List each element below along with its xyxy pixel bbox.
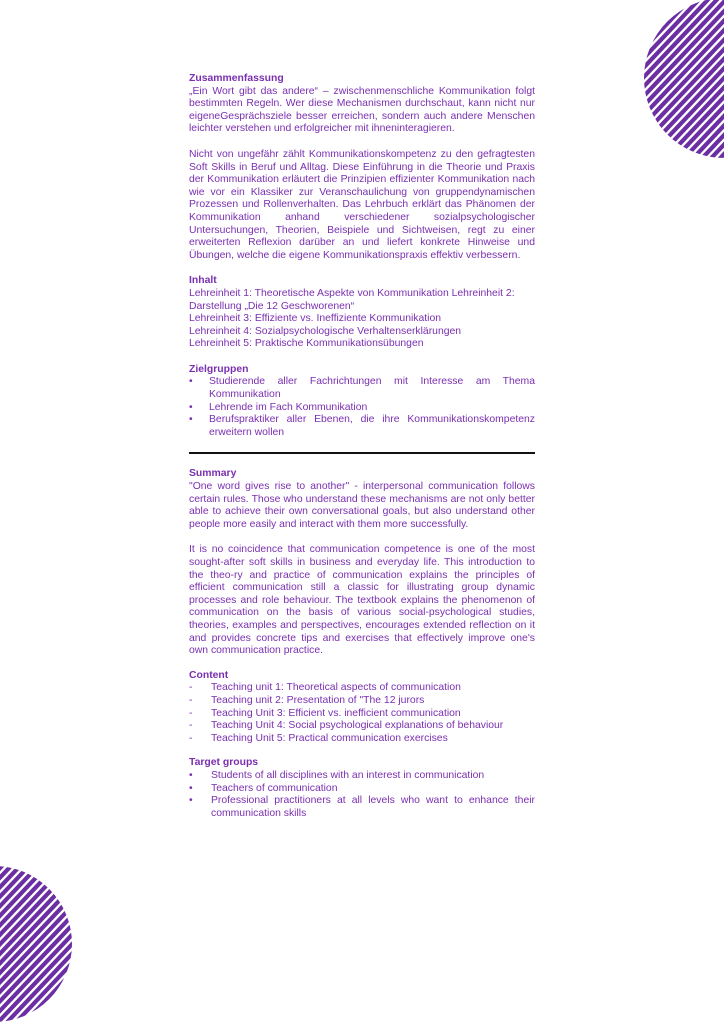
english-summary-paragraph-2: It is no coincidence that communication competence is one of the most sought-after soft skills in business and everyday life. This introduction to the theo-ry and practice of communication explains the principles of efficient communication still a classic for illustrating group dynamic processes and role behaviour. The textbook explains the phenomenon of communication on the basis of various social-psychological studies, theories, examples and perspectives, encourages extended reflection on it and provides concrete tips and exercises that effectively improve one's own communication practice. [189,544,535,657]
list-item [189,695,535,708]
english-content-heading: Content [189,669,229,681]
dash-icon: - [189,694,193,706]
german-summary-paragraph-1: „Ein Wort gibt das andere“ – zwischenmenschliche Kommunikation folgt bestimmten Regeln. Wer diese Mechanismen durchschaut, kann nicht nur eigeneGesprächsziele besser erreichen, sondern auch andere Menschen leichter verstehen und erfolgreicher mit ihneninteragieren. [189,85,535,135]
english-content-list [189,682,535,745]
english-content-section [189,670,535,746]
german-content-line: Lehreinheit 3: Effiziente vs. Ineffiziente Kommunikation [189,313,442,325]
german-content-section [189,275,535,351]
bullet-icon: • [189,401,193,413]
bullet-icon: • [189,782,193,794]
section-divider [189,452,535,454]
list-item-text: Teaching unit 1: Theoretical aspects of communication [211,682,461,694]
list-item-text: Teaching Unit 3: Efficient vs. inefficient communication [211,707,461,719]
list-item [189,402,535,415]
list-item [189,770,535,783]
striped-circle-top-right-icon [644,0,724,160]
dash-icon: - [189,707,193,719]
german-targets-section [189,364,535,440]
list-item [189,376,535,401]
german-targets-heading: Zielgruppen [189,363,249,375]
list-item-text: Teaching Unit 4: Social psychological explanations of behaviour [211,720,504,732]
list-item-text: Lehrende im Fach Kommunikation [209,401,368,413]
german-content-heading: Inhalt [189,275,217,287]
dash-icon: - [189,732,193,744]
dash-icon: - [189,720,193,732]
list-item-text: Teachers of communication [211,782,338,794]
english-targets-list [189,770,535,820]
dash-icon: - [189,682,193,694]
list-item-text: Berufspraktiker aller Ebenen, die ihre Kommunikationskompetenz erweitern wollen [209,414,535,438]
list-item-text: Professional practitioners at all levels who want to enhance their communication skills [211,795,535,819]
document-body [189,73,535,820]
list-item [189,708,535,721]
english-targets-heading: Target groups [189,757,259,769]
list-item [189,783,535,796]
bullet-icon: • [189,769,193,781]
german-content-line: Lehreinheit 5: Praktische Kommunikationsübungen [189,338,424,350]
english-summary-heading: Summary [189,468,237,480]
list-item [189,414,535,439]
list-item-text: Studierende aller Fachrichtungen mit Interesse am Thema Kommunikation [209,376,535,401]
list-item-text: Teaching unit 2: Presentation of "The 12 jurors [211,694,425,706]
list-item [189,795,535,820]
list-item-text: Students of all disciplines with an interest in communication [211,769,485,781]
german-summary-paragraph-2: Nicht von ungefähr zählt Kommunikationskompetenz zu den gefragtesten Soft Skills in Beruf und Alltag. Diese Einführung in die Theorie und Praxis der Kommunikation erläutert die Prinzipien effizienter Kommunikation nach wie vor ein Klassiker zur Veranschaulichung von gruppendynamischen Prozessen und Rollenverhalten. Das Lehrbuch erklärt das Phänomen der Kommunikation anhand verschiedener sozialpsychologischer Untersuchungen, Theorien, Beispiele und Sichtweisen, regt zu einer erweiterten Reflexion darüber an und liefert konkrete Hinweise und Übungen, welche die eigene Kommunikationspraxis effektiv verbessern. [189,148,535,261]
striped-circle-bottom-left-icon [0,858,72,1024]
list-item-text: Teaching Unit 5: Practical communication exercises [211,732,448,744]
list-item [189,720,535,733]
german-content-line: Lehreinheit 4: Sozialpsychologische Verhaltenserklärungen [189,325,462,337]
english-summary-section [189,468,535,657]
german-targets-list [189,376,535,439]
english-targets-section [189,757,535,820]
bullet-icon: • [189,414,193,426]
german-content-line: Lehreinheit 1: Theoretische Aspekte von Kommunikation Lehreinheit 2: Darstellung „Die 12 Geschworenen“ [189,287,515,312]
bullet-icon: • [189,795,193,807]
german-summary-section [189,73,535,262]
english-summary-paragraph-1: "One word gives rise to another" - interpersonal communication follows certain rules. Those who understand these mechanisms are not only better able to achieve their own conversational goals, but also understand other people more easily and interact with them more successfully. [189,481,535,530]
bullet-icon: • [189,376,193,388]
german-summary-heading: Zusammenfassung [189,73,284,84]
list-item [189,733,535,746]
list-item [189,682,535,695]
